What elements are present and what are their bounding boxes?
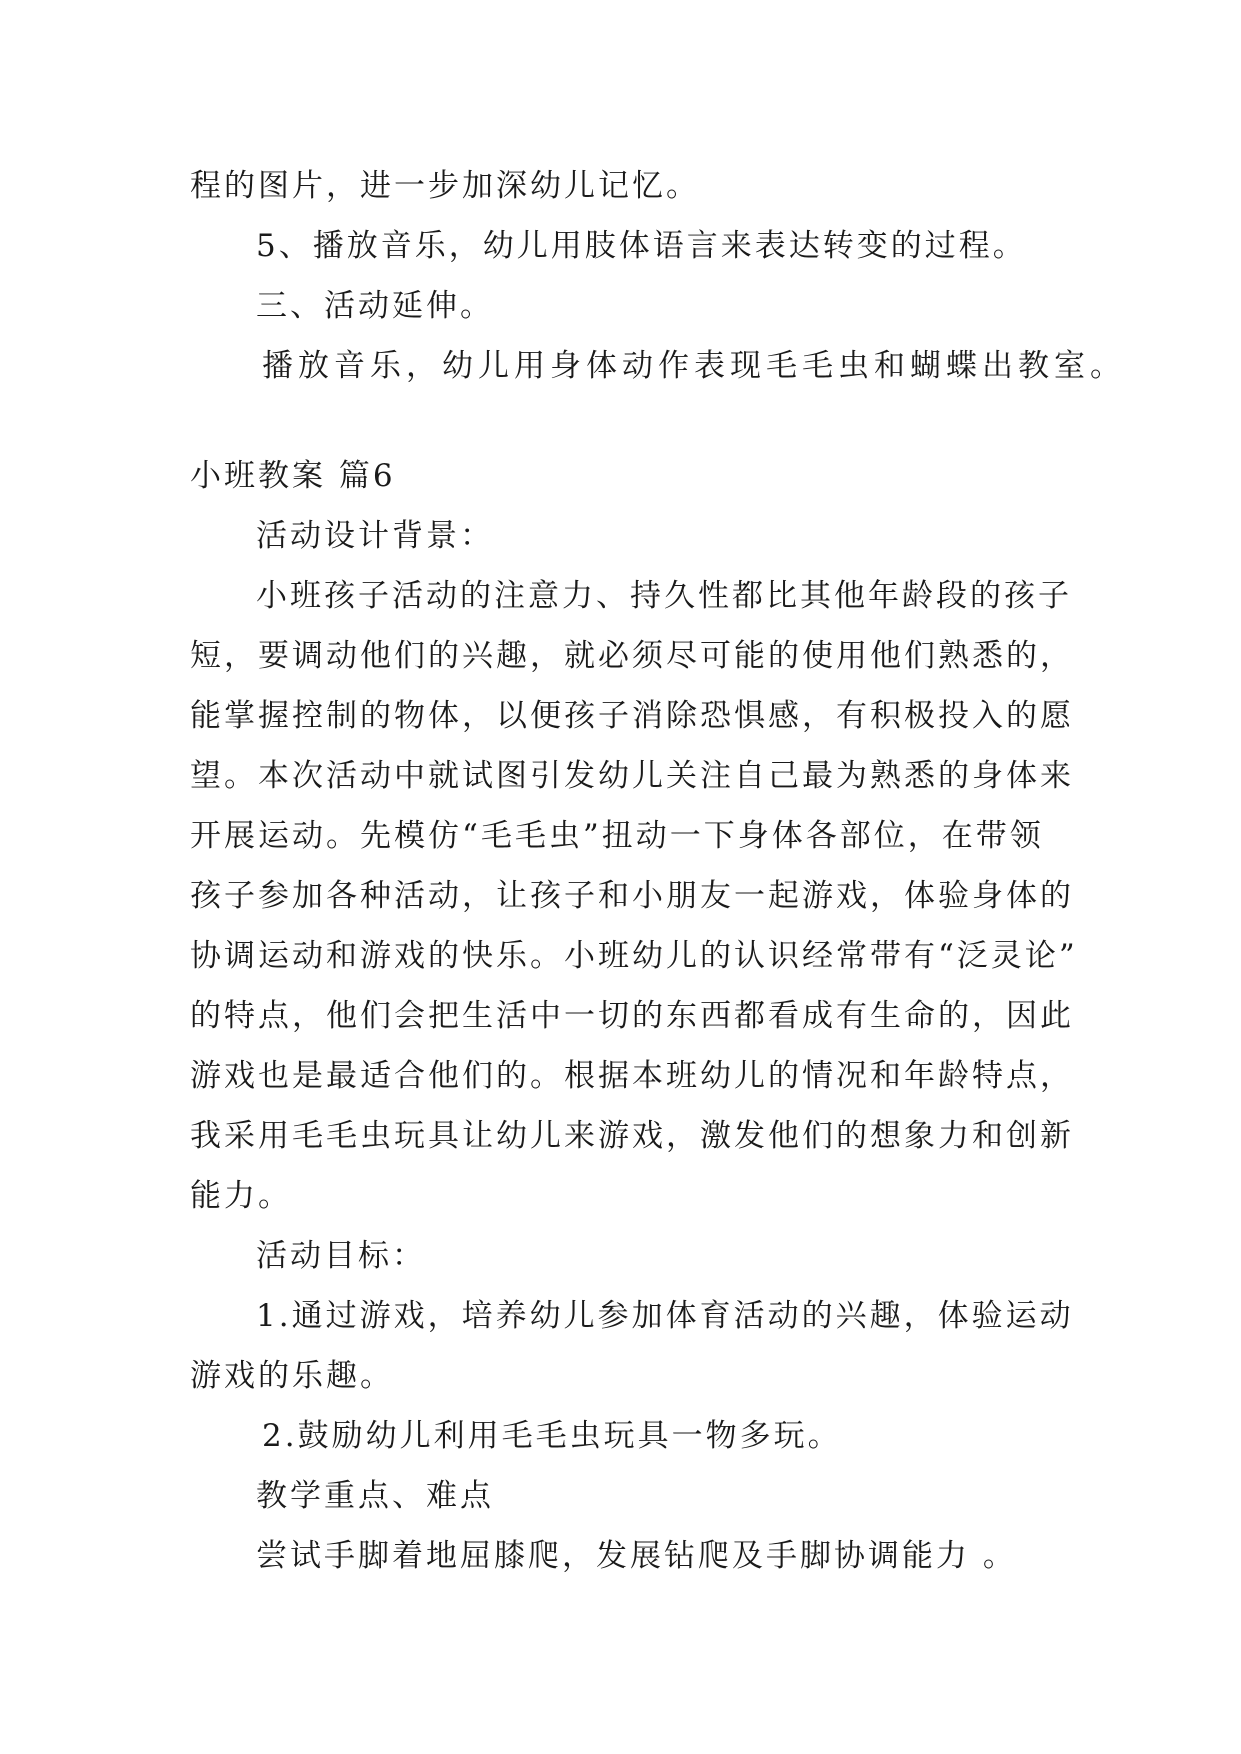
section-heading: 小班教案 篇6 [190,458,396,494]
text-line: 开展运动。先模仿“毛毛虫”扭动一下身体各部位，在带领 [190,818,1044,854]
text-line: 协调运动和游戏的快乐。小班幼儿的认识经常带有“泛灵论” [190,938,1078,974]
text-line: 的特点，他们会把生活中一切的东西都看成有生命的，因此 [190,998,1074,1034]
text-line: 播放音乐，幼儿用身体动作表现毛毛虫和蝴蝶出教室。 [262,348,1126,384]
text-line: 活动目标： [256,1238,426,1274]
text-line: 活动设计背景： [256,518,494,554]
text-line: 游戏的乐趣。 [190,1358,394,1394]
text-line: 望。本次活动中就试图引发幼儿关注自己最为熟悉的身体来 [190,758,1074,794]
text-line: 我采用毛毛虫玩具让幼儿来游戏，激发他们的想象力和创新 [190,1118,1074,1154]
text-line: 能掌握控制的物体，以便孩子消除恐惧感，有积极投入的愿 [190,698,1074,734]
text-line: 三、活动延伸。 [256,288,494,324]
text-line: 孩子参加各种活动，让孩子和小朋友一起游戏，体验身体的 [190,878,1074,914]
text-line: 短，要调动他们的兴趣，就必须尽可能的使用他们熟悉的， [190,638,1074,674]
text-line: 2.鼓励幼儿利用毛毛虫玩具一物多玩。 [262,1418,842,1454]
text-line: 尝试手脚着地屈膝爬，发展钻爬及手脚协调能力 。 [256,1538,1017,1574]
text-line: 程的图片，进一步加深幼儿记忆。 [190,168,700,204]
text-line: 5、播放音乐，幼儿用肢体语言来表达转变的过程。 [256,228,1027,264]
text-line: 1.通过游戏，培养幼儿参加体育活动的兴趣，体验运动 [256,1298,1074,1334]
text-line: 能力。 [190,1178,292,1214]
text-line: 教学重点、难点 [256,1478,494,1514]
text-line: 小班孩子活动的注意力、持久性都比其他年龄段的孩子 [256,578,1072,614]
text-line: 游戏也是最适合他们的。根据本班幼儿的情况和年龄特点， [190,1058,1074,1094]
